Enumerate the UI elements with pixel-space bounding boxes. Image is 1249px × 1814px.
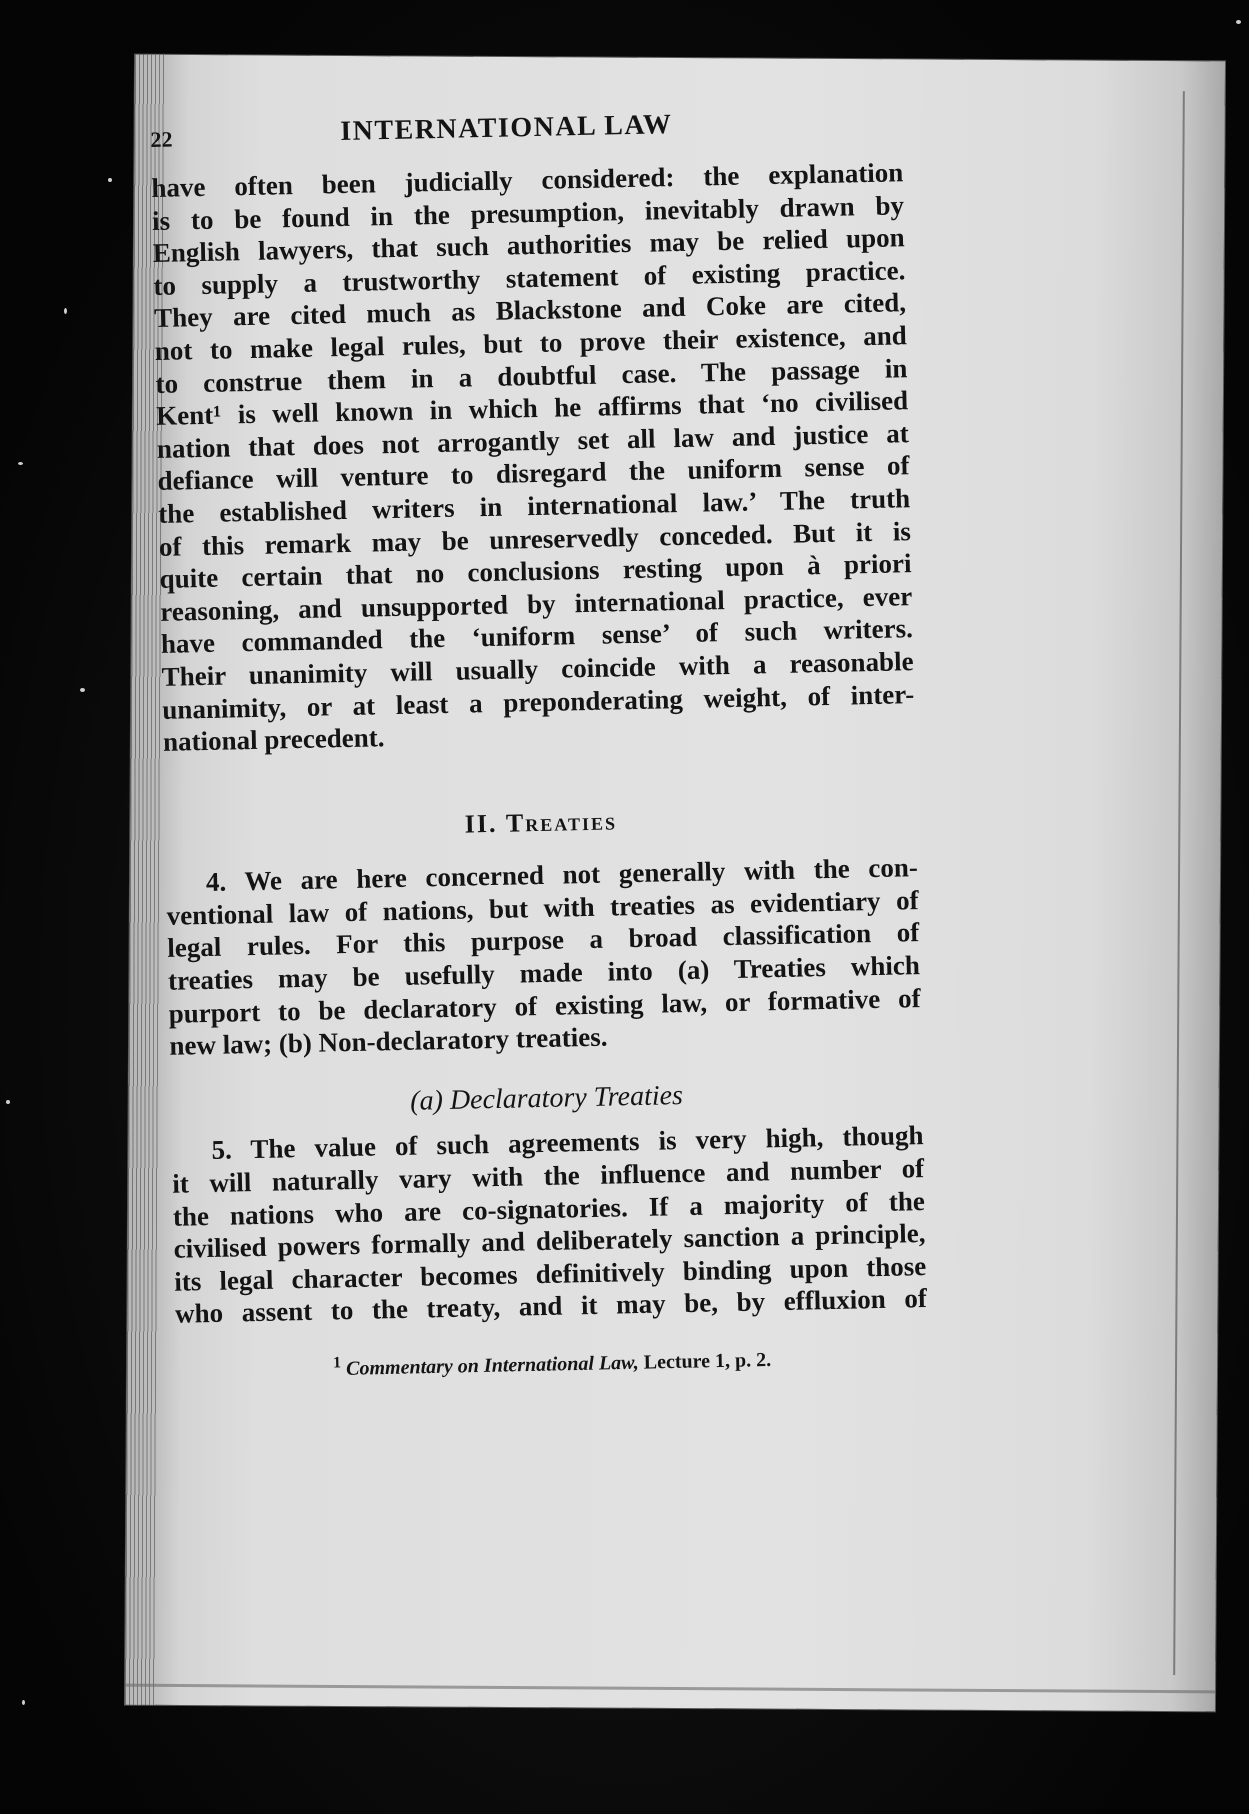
footnote-marker: 1 [332, 1354, 342, 1372]
text-line: unanimity, or at least a preponderating weight, of inter- [162, 678, 915, 725]
dust-speck [6, 1100, 10, 1104]
paragraph-4 [166, 851, 922, 1062]
page-text [150, 104, 928, 1389]
text-line: who assent to the treaty, and it may be, by effluxion of [174, 1283, 928, 1330]
paragraph-5 [171, 1119, 927, 1330]
page-bottom-edge [125, 1684, 1215, 1694]
text-line: the nations who are co-signatories. If a majority of the [172, 1185, 926, 1232]
section-heading [165, 799, 918, 847]
dust-speck [64, 308, 67, 314]
text-line: it will naturally vary with the influence and number of [171, 1153, 925, 1199]
dust-speck [80, 688, 85, 692]
page-right-edge [1173, 91, 1185, 1675]
text-line: the established writers in international law.’ The truth [157, 483, 911, 529]
text-line: Their unanimity will usually coincide with a reasonable [161, 646, 914, 692]
text-line: reasoning, and unsupported by international practice, ever [159, 580, 913, 627]
text-line: to supply a trustworthy statement of existing practice. [153, 254, 906, 301]
text-line: have often been judicially considered: the explanation [151, 157, 904, 203]
text-line: treaties may be usefully made into (a) Treaties which [167, 950, 921, 996]
text-line: purport to be declaratory of existing law, or formative of [168, 982, 921, 1029]
dust-speck [18, 462, 23, 465]
text-line: quite certain that no conclusions resting upon à priori [159, 548, 912, 595]
text-line: Kent¹ is well known in which he affirms that ‘no civilised [155, 385, 909, 432]
footnote-title: Commentary on International Law, [345, 1351, 639, 1380]
section-title: Treaties [505, 806, 618, 838]
text-line: defiance will venture to disregard the uniform sense of [157, 450, 910, 497]
text-line: is to be found in the presumption, inevitably drawn by [151, 189, 905, 236]
footnote-reference: Lecture 1, p. 2. [643, 1348, 772, 1374]
sub-heading: (a) Declaratory Treaties [409, 1079, 684, 1117]
dust-speck [108, 178, 112, 182]
text-line: English lawyers, that such authorities may be relied upon [152, 222, 905, 269]
text-line: They are cited much as Blackstone and Coke are cited, [153, 287, 907, 334]
text-line: ventional law of nations, but with treaties as evidentiary of [166, 884, 919, 931]
text-line: 5. The value of such agreements is very high, though [211, 1120, 924, 1166]
dust-speck [22, 1700, 25, 1705]
text-line: not to make legal rules, but to prove their existence, and [154, 320, 907, 366]
section-number: II. [464, 808, 498, 839]
text-line: nation that does not arrogantly set all law and justice at [156, 417, 910, 464]
paragraph-continuation [151, 156, 915, 758]
dust-speck [1236, 20, 1241, 24]
text-line: to construe them in a doubtful case. The passage in [155, 352, 908, 399]
running-title: INTERNATIONAL LAW [339, 109, 673, 148]
text-line: 4. We are here concerned not generally with the con- [205, 852, 919, 898]
text-line: of this remark may be unreservedly conceded. But it is [158, 515, 912, 562]
text-line: have commanded the ‘uniform sense’ of such writers. [160, 613, 914, 660]
page-number: 22 [150, 126, 173, 152]
text-line: civilised powers formally and deliberately sanction a principle, [173, 1218, 926, 1264]
text-line: legal rules. For this purpose a broad classification of [167, 917, 920, 964]
text-line: national precedent. [162, 722, 385, 757]
text-line: its legal character becomes definitively binding upon those [174, 1250, 927, 1297]
text-line: new law; (b) Non-declaratory treaties. [169, 1021, 608, 1062]
